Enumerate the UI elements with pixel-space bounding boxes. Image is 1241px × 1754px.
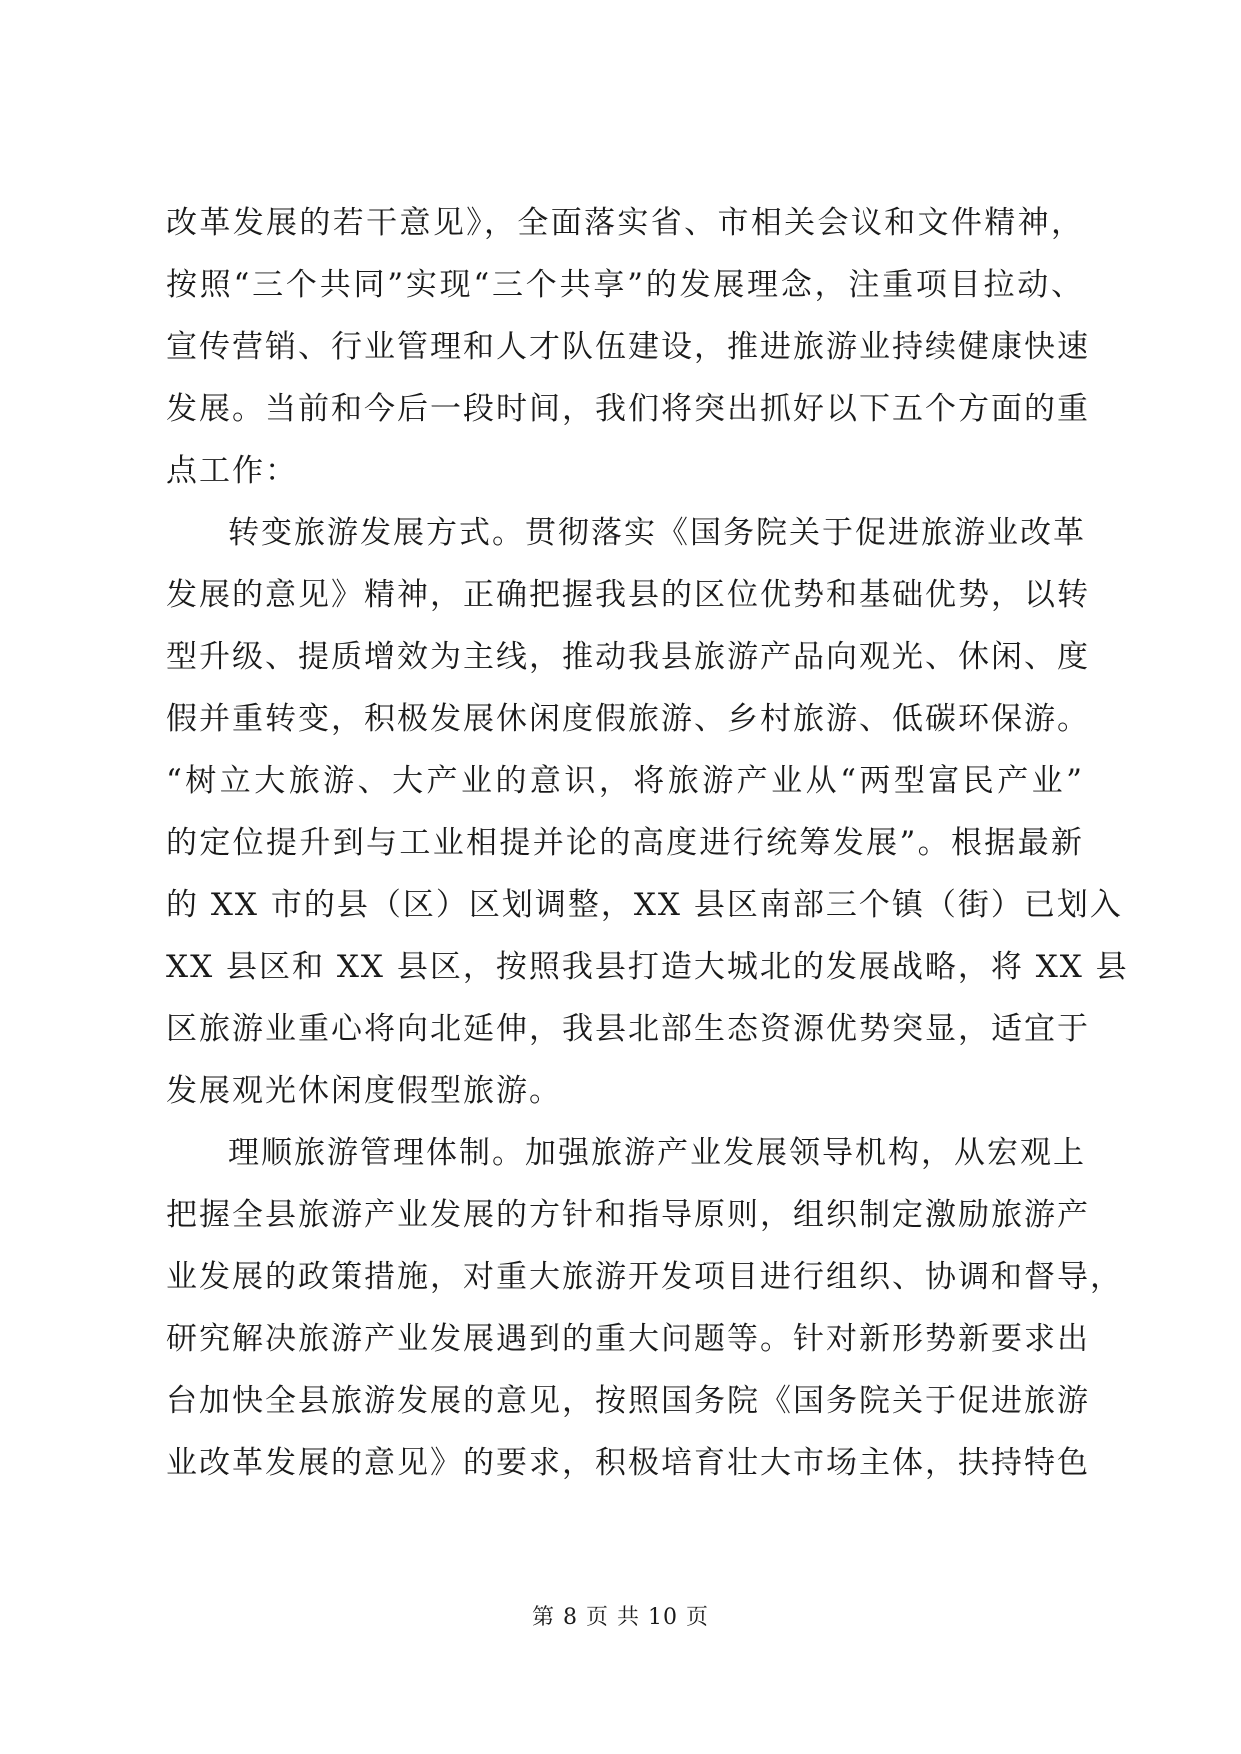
paragraph-line: 的 XX 市的县（区）区划调整，XX 县区南部三个镇（街）已划入 (166, 887, 1123, 923)
paragraph-line: 把握全县旅游产业发展的方针和指导原则，组织制定激励旅游产 (166, 1197, 1090, 1233)
paragraph-line: “树立大旅游、大产业的意识，将旅游产业从“两型富民产业” (166, 763, 1084, 799)
paragraph-line: 发展的意见》精神，正确把握我县的区位优势和基础优势，以转 (166, 577, 1090, 613)
paragraph-line: 发展观光休闲度假型旅游。 (166, 1073, 562, 1109)
paragraph-line: 台加快全县旅游发展的意见，按照国务院《国务院关于促进旅游 (166, 1383, 1090, 1419)
paragraph-line: 业改革发展的意见》的要求，积极培育壮大市场主体，扶持特色 (166, 1445, 1090, 1481)
paragraph-line: XX 县区和 XX 县区，按照我县打造大城北的发展战略，将 XX 县 (166, 949, 1129, 985)
body-text (166, 192, 1129, 1494)
paragraph-line: 宣传营销、行业管理和人才队伍建设，推进旅游业持续健康快速 (166, 329, 1090, 365)
paragraph-line: 研究解决旅游产业发展遇到的重大问题等。针对新形势新要求出 (166, 1321, 1090, 1357)
paragraph-line: 业发展的政策措施，对重大旅游开发项目进行组织、协调和督导， (166, 1259, 1123, 1295)
paragraph-line: 点工作： (166, 453, 298, 489)
paragraph-line: 按照“三个共同”实现“三个共享”的发展理念，注重项目拉动、 (166, 267, 1084, 303)
paragraph-line: 的定位提升到与工业相提并论的高度进行统筹发展”。根据最新 (166, 825, 1084, 861)
paragraph-line: 理顺旅游管理体制。加强旅游产业发展领导机构，从宏观上 (228, 1135, 1086, 1171)
paragraph-line: 转变旅游发展方式。贯彻落实《国务院关于促进旅游业改革 (228, 515, 1086, 551)
paragraph-line: 改革发展的若干意见》，全面落实省、市相关会议和文件精神， (166, 205, 1084, 241)
paragraph-line: 型升级、提质增效为主线，推动我县旅游产品向观光、休闲、度 (166, 639, 1090, 675)
paragraph-line: 区旅游业重心将向北延伸，我县北部生态资源优势突显，适宜于 (166, 1011, 1090, 1047)
paragraph-line: 发展。当前和今后一段时间，我们将突出抓好以下五个方面的重 (166, 391, 1090, 427)
paragraph-line: 假并重转变，积极发展休闲度假旅游、乡村旅游、低碳环保游。 (166, 701, 1090, 737)
page-footer: 第 8 页 共 10 页 (532, 1605, 709, 1630)
